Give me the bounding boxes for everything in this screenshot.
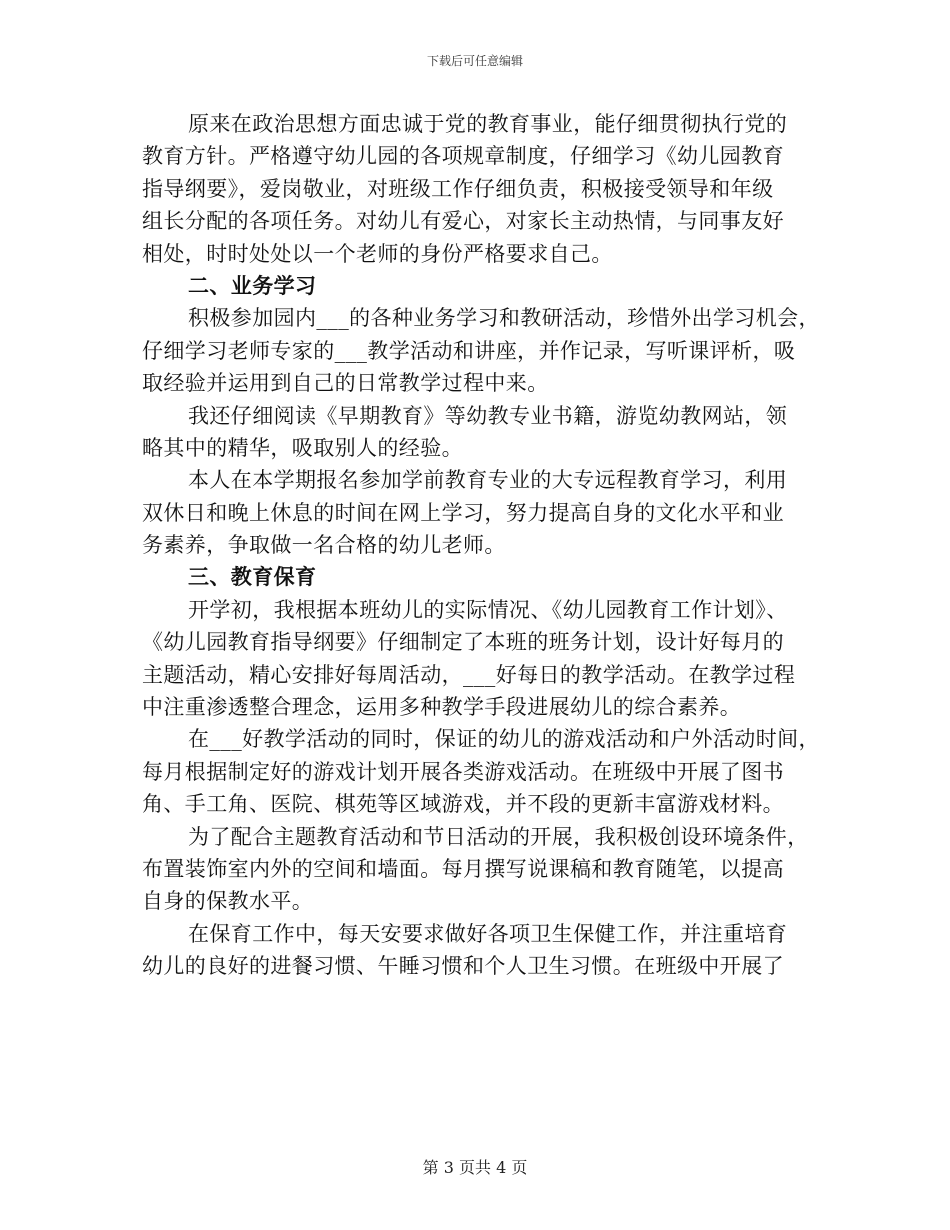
text-line: 自身的保教水平。	[142, 889, 314, 914]
page-header: 下载后可任意编辑	[426, 54, 523, 68]
text-line: 角、手工角、医院、棋苑等区域游戏，并不段的更新丰富游戏材料。	[142, 792, 784, 817]
text-line: 原来在政治思想方面忠诚于党的教育事业，能仔细贯彻执行党的	[188, 112, 788, 136]
section-heading: 三、教育保育	[188, 565, 317, 590]
text-line: 指导纲要》，爱岗敬业，对班级工作仔细负责，积极接受领导和年级	[142, 176, 774, 201]
text-line: 教育方针。严格遵守幼儿园的各项规章制度，仔细学习《幼儿园教育	[142, 144, 784, 169]
text-line: 幼儿的良好的进餐习惯、午睡习惯和个人卫生习惯。在班级中开展了	[142, 954, 784, 979]
text-line: 《幼儿园教育指导纲要》仔细制定了本班的班务计划，设计好每月的	[142, 630, 784, 655]
text-line: 务素养，争取做一名合格的幼儿老师。	[142, 533, 506, 558]
text-line: 仔细学习老师专家的___教学活动和讲座，并作记录，写听课评析，吸	[142, 338, 796, 363]
text-line: 主题活动，精心安排好每周活动，___好每日的教学活动。在教学过程	[142, 662, 796, 687]
text-line: 中注重渗透整合理念，运用多种教学手段进展幼儿的综合素养。	[142, 695, 742, 720]
text-line: 在保育工作中，每天安要求做好各项卫生保健工作，并注重培育	[188, 921, 788, 946]
text-line: 双休日和晚上休息的时间在网上学习，努力提高自身的文化水平和业	[142, 500, 784, 525]
text-line: 本人在本学期报名参加学前教育专业的大专远程教育学习，利用	[188, 468, 788, 493]
document-body	[142, 108, 820, 983]
text-line: 每月根据制定好的游戏计划开展各类游戏活动。在班级中开展了图书	[142, 759, 784, 784]
text-line: 相处，时时处处以一个老师的身份严格要求自己。	[142, 241, 613, 266]
text-line: 在___好教学活动的同时，保证的幼儿的游戏活动和户外活动时间，	[188, 727, 820, 752]
text-line: 我还仔细阅读《早期教育》等幼教专业书籍，游览幼教网站，领	[188, 403, 788, 428]
text-line: 开学初，我根据本班幼儿的实际情况、《幼儿园教育工作计划》、	[188, 597, 788, 622]
text-line: 为了配合主题教育活动和节日活动的开展，我积极创设环境条件，	[188, 824, 809, 849]
text-line: 取经验并运用到自己的日常教学过程中来。	[142, 371, 549, 396]
section-heading: 二、业务学习	[188, 273, 317, 298]
text-line: 布置装饰室内外的空间和墙面。每月撰写说课稿和教育随笔，以提高	[142, 856, 784, 881]
text-line: 组长分配的各项任务。对幼儿有爱心，对家长主动热情，与同事友好	[142, 209, 784, 234]
page-number: 第 3 页共 4 页	[422, 1158, 528, 1177]
text-line: 略其中的精华，吸取别人的经验。	[142, 435, 463, 460]
text-line: 积极参加园内___的各种业务学习和教研活动，珍惜外出学习机会，	[188, 306, 820, 331]
